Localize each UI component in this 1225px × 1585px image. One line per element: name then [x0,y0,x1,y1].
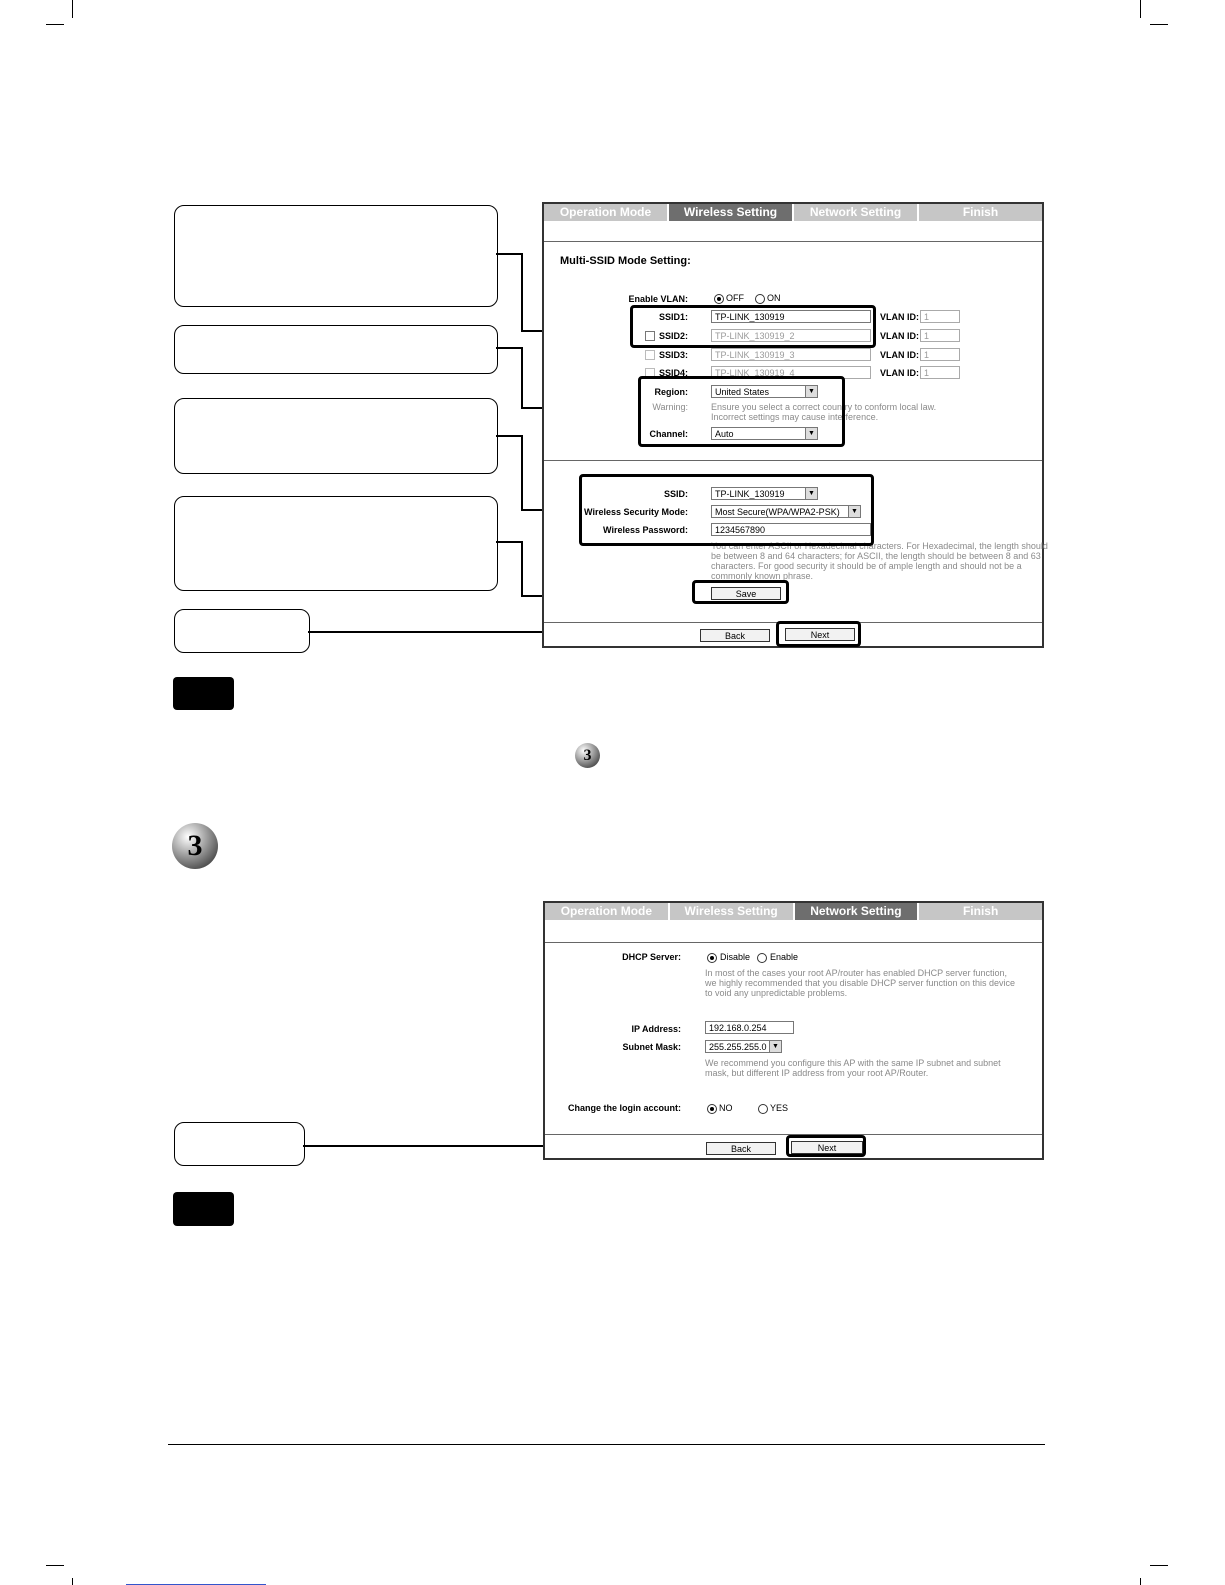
crop-mark [1140,0,1141,18]
ip-address-input[interactable]: 192.168.0.254 [705,1021,794,1034]
vlan-id-input[interactable]: 1 [920,310,960,323]
mask-hint: mask, but different IP address from your root AP/Router. [705,1068,929,1078]
divider [544,241,1042,242]
vlan-id-label: VLAN ID: [880,312,919,322]
vlan-off-radio[interactable] [714,294,724,304]
vlan-on-radio[interactable] [755,294,765,304]
ssid4-input[interactable]: TP-LINK_130919_4 [711,366,871,379]
ssid-select-value: TP-LINK_130919 [715,489,785,499]
highlight-box [776,621,861,647]
tab-wireless-setting[interactable]: Wireless Setting [670,903,795,920]
next-button[interactable]: Next [785,628,855,641]
tab-finish[interactable]: Finish [919,204,1042,221]
chevron-down-icon: ▼ [805,428,817,439]
crop-mark [1140,1578,1141,1585]
dhcp-enable-label: Enable [770,952,799,962]
connector-line [521,435,523,511]
note-badge [173,1192,234,1226]
vlan-id-label: VLAN ID: [880,331,919,341]
password-hint: commonly known phrase. [711,571,814,581]
security-mode-label: Wireless Security Mode: [584,507,688,517]
wizard-tabs [545,903,1042,920]
login-no-label: NO [719,1103,733,1113]
ssid2-input[interactable]: TP-LINK_130919_2 [711,329,871,342]
divider [545,942,1042,943]
ssid2-label: SSID2: [658,331,688,341]
vlan-id-input[interactable]: 1 [920,366,960,379]
subnet-mask-value: 255.255.255.0 [709,1042,767,1052]
chevron-down-icon: ▼ [805,488,817,499]
note-badge [173,677,234,710]
region-label: Region: [654,387,688,397]
vlan-id-label: VLAN ID: [880,368,919,378]
dhcp-hint: In most of the cases your root AP/router has enabled DHCP server function, [705,968,1007,978]
crop-mark [46,1565,64,1566]
wizard-tabs [544,204,1042,221]
dhcp-disable-label: Disable [720,952,751,962]
login-account-label: Change the login account: [567,1103,681,1113]
dhcp-enable-radio[interactable] [757,953,767,963]
ssid3-input[interactable]: TP-LINK_130919_3 [711,348,871,361]
ssid-select-label: SSID: [663,489,688,499]
subnet-mask-label: Subnet Mask: [622,1042,681,1052]
step-number-icon: 3 [172,823,218,869]
connector-line [496,253,522,255]
page-title: Multi-SSID Mode Setting: [560,255,691,267]
channel-value: Auto [715,429,734,439]
connector-line [496,435,523,437]
crop-mark [72,0,73,18]
back-button[interactable]: Back [700,629,770,642]
vlan-off-label: OFF [726,293,744,303]
tab-wireless-setting[interactable]: Wireless Setting [669,204,794,221]
dhcp-hint: we highly recommended that you disable DHCP server function on this device [705,978,1015,988]
warning-text: Ensure you select a correct country to conform local law. [711,402,937,412]
crop-mark [1150,24,1168,25]
crop-mark [46,24,64,25]
callout-next [174,609,310,653]
password-hint: characters. For good security it should be of ample length and should not be a [711,561,1022,571]
vlan-id-input[interactable]: 1 [920,348,960,361]
tab-finish[interactable]: Finish [919,903,1042,920]
tab-operation-mode[interactable]: Operation Mode [545,903,670,920]
dhcp-disable-radio[interactable] [707,953,717,963]
vlan-on-label: ON [767,293,781,303]
ssid4-label: SSID4: [658,368,688,378]
highlight-box [692,580,789,604]
divider [544,460,1042,461]
connector-line [496,541,523,543]
chevron-down-icon: ▼ [848,506,860,517]
password-input[interactable]: 1234567890 [711,523,871,536]
highlight-box [579,474,874,546]
callout-security [174,398,498,474]
connector-line [521,347,523,409]
connector-line [496,347,522,349]
password-label: Wireless Password: [603,525,688,535]
security-mode-value: Most Secure(WPA/WPA2-PSK) [715,507,840,517]
dhcp-server-label: DHCP Server: [622,952,681,962]
tab-network-setting[interactable]: Network Setting [794,204,919,221]
highlight-box [638,376,845,447]
crop-mark [1150,1565,1168,1566]
ssid3-label: SSID3: [658,350,688,360]
login-no-radio[interactable] [707,1104,717,1114]
ssid1-input[interactable]: TP-LINK_130919 [711,310,871,323]
crop-mark [72,1578,73,1585]
warning-text: Incorrect settings may cause interference. [711,412,879,422]
callout-save [174,496,498,591]
save-button[interactable]: Save [711,587,781,600]
step-number-icon: 3 [575,743,600,768]
tab-network-setting[interactable]: Network Setting [795,903,920,920]
connector-line [521,253,523,332]
back-button[interactable]: Back [706,1142,776,1155]
next-button[interactable]: Next [791,1141,863,1154]
network-setting-panel [543,901,1044,1160]
highlight-box [786,1135,866,1157]
vlan-id-input[interactable]: 1 [920,329,960,342]
tab-operation-mode[interactable]: Operation Mode [544,204,669,221]
channel-label: Channel: [649,429,688,439]
chevron-down-icon: ▼ [769,1041,781,1052]
subnet-mask-select[interactable] [705,1040,782,1053]
warning-label: Warning: [652,402,688,412]
footer-rule [168,1444,1045,1445]
callout-ssid [174,205,498,307]
password-hint: be between 8 and 64 characters; for ASCII, the length should be between 8 and 63 [711,551,1041,561]
ssid1-label: SSID1: [658,312,688,322]
highlight-box [630,305,876,348]
login-yes-label: YES [770,1103,789,1113]
enable-vlan-label: Enable VLAN: [628,294,688,304]
region-value: United States [715,387,770,397]
password-hint: You can enter ASCII or Hexadecimal characters. For Hexadecimal, the length should [711,541,1048,551]
callout-next [174,1122,305,1166]
vlan-id-label: VLAN ID: [880,350,919,360]
login-yes-radio[interactable] [758,1104,768,1114]
callout-region [174,325,498,374]
mask-hint: We recommend you configure this AP with the same IP subnet and subnet [705,1058,1001,1068]
ip-address-label: IP Address: [631,1024,681,1034]
chevron-down-icon: ▼ [805,386,817,397]
dhcp-hint: to void any unpredictable problems. [705,988,848,998]
connector-line [521,541,523,597]
